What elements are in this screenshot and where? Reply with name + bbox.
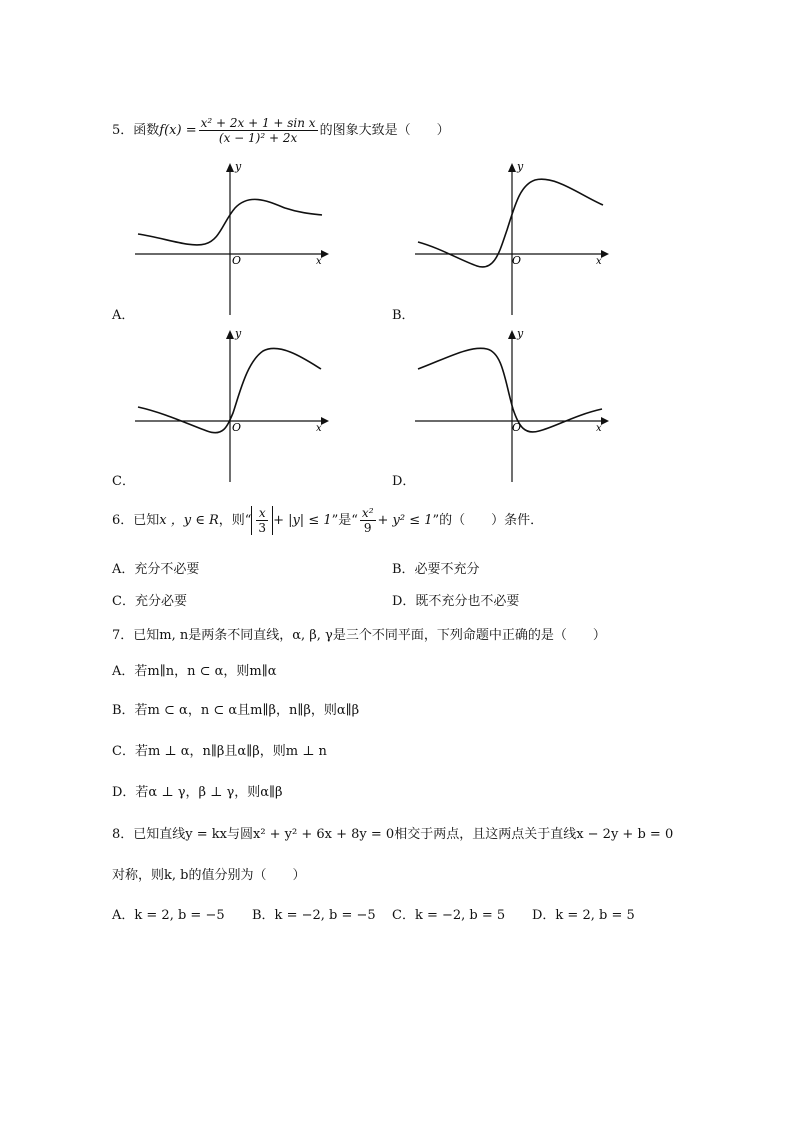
q5-fraction bbox=[199, 116, 318, 145]
graph-d-xlabel: x bbox=[596, 423, 602, 434]
q6-frac1-den: 3 bbox=[258, 521, 267, 535]
q6-option-a: A．充分不必要 bbox=[112, 562, 200, 577]
q5-option-c: C． bbox=[112, 474, 135, 489]
q6-frac2 bbox=[360, 506, 376, 535]
q6-is: ”是“ bbox=[331, 513, 358, 528]
q5-prefix: 5．函数 bbox=[112, 123, 160, 138]
q6-suffix: ”的（ ）条件． bbox=[432, 513, 544, 528]
q8-option-d: D．k = 2, b = 5 bbox=[532, 908, 635, 923]
q6-frac1 bbox=[256, 506, 268, 535]
graph-c bbox=[135, 327, 330, 487]
q5-denominator: (x − 1)² + 2x bbox=[218, 131, 298, 145]
graph-b-origin: O bbox=[512, 254, 522, 267]
q6-vars: x ，y ∈ R bbox=[159, 513, 219, 528]
q5-numerator: x² + 2x + 1 + sin x bbox=[200, 116, 316, 130]
graph-b bbox=[415, 160, 610, 320]
q5-func: f(x) = bbox=[159, 123, 197, 138]
q6-stem bbox=[112, 506, 543, 535]
q6-option-c: C．充分必要 bbox=[112, 594, 187, 609]
q7-stem: 7．已知m, n是两条不同直线，α, β, γ是三个不同平面，下列命题中正确的是（ ） bbox=[112, 628, 606, 643]
graph-c-ylabel: y bbox=[235, 327, 242, 340]
q5-suffix: 的图象大致是（ ） bbox=[319, 123, 450, 138]
q8-stem-line2: 对称，则k, b的值分别为（ ） bbox=[112, 868, 306, 883]
q6-option-d: D．既不充分也不必要 bbox=[392, 594, 520, 609]
q7-option-c: C．若m ⊥ α，n∥β且α∥β，则m ⊥ n bbox=[112, 744, 327, 759]
graph-d-origin: O bbox=[512, 421, 522, 434]
q6-cond1-rest: + |y| ≤ 1 bbox=[273, 513, 332, 528]
q8-option-b: B．k = −2, b = −5 bbox=[252, 908, 376, 923]
q5-option-d: D． bbox=[392, 474, 416, 489]
graph-a bbox=[135, 160, 330, 320]
q8-option-c: C．k = −2, b = 5 bbox=[392, 908, 506, 923]
q7-option-d: D．若α ⊥ γ，β ⊥ γ，则α∥β bbox=[112, 785, 283, 800]
graph-b-ylabel: y bbox=[517, 160, 524, 173]
q6-frac1-num: x bbox=[256, 506, 268, 521]
q7-option-a: A．若m∥n，n ⊂ α，则m∥α bbox=[112, 664, 277, 679]
graph-a-ylabel: y bbox=[235, 160, 242, 173]
q7-option-b: B．若m ⊂ α，n ⊂ α且m∥β，n∥β，则α∥β bbox=[112, 703, 360, 718]
q6-abs bbox=[251, 506, 273, 535]
q5-option-b: B． bbox=[392, 308, 415, 323]
q5-stem bbox=[112, 116, 450, 145]
graph-a-xlabel: x bbox=[316, 256, 322, 267]
graph-b-xlabel: x bbox=[596, 256, 602, 267]
q6-option-b: B．必要不充分 bbox=[392, 562, 480, 577]
graph-c-origin: O bbox=[232, 421, 242, 434]
q6-cond2-rest: + y² ≤ 1 bbox=[377, 513, 433, 528]
q8-option-a: A．k = 2, b = −5 bbox=[112, 908, 225, 923]
q5-option-a: A． bbox=[112, 308, 135, 323]
q6-frac2-num: x² bbox=[361, 506, 374, 520]
graph-a-origin: O bbox=[232, 254, 242, 267]
q8-stem-line1: 8．已知直线y = kx与圆x² + y² + 6x + 8y = 0相交于两点，且这两点关于直线x − 2y + b = 0 bbox=[112, 827, 674, 842]
graph-d bbox=[415, 327, 610, 487]
graph-d-curve bbox=[418, 348, 602, 432]
q6-frac2-den: 9 bbox=[363, 521, 372, 535]
q6-then: ，则“ bbox=[218, 513, 252, 528]
graph-d-ylabel: y bbox=[517, 327, 524, 340]
q6-prefix: 6．已知 bbox=[112, 513, 160, 528]
graph-c-xlabel: x bbox=[316, 423, 322, 434]
